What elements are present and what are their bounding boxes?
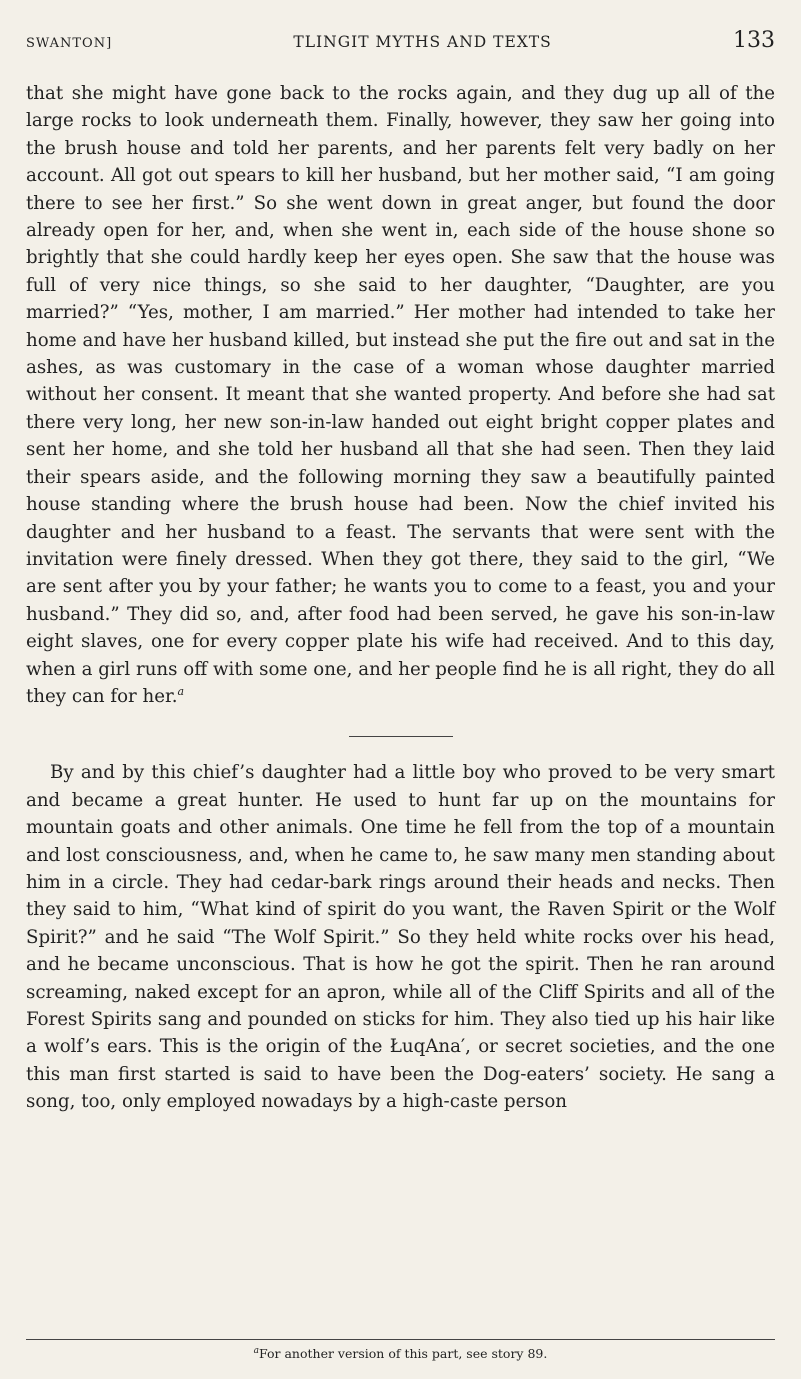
footnote-reference: a [177,684,185,698]
page-number: 133 [733,28,775,53]
footnote-text: For another version of this part, see story 89. [259,1346,548,1362]
running-head [26,28,775,68]
paragraph-text: that she might have gone back to the rocks again, and they dug up all of the large rocks to look underneath them. Finally, however, they saw her going into the brush house and told her parents, and her parents felt very badly on her account. All got out spears to kill her husband, but her mother said, “I am going there to see her first.” So she went down in great anger, but found the door already open for her, and, when she went in, each side of the house shone so brightly that she could hardly keep her eyes open. She saw that the house was full of very nice things, so she said to her daughter, “Daughter, are you married?” “Yes, mother, I am married.” Her mother had intended to take her home and have her husband killed, but instead she put the fire out and sat in the ashes, as was customary in the case of a woman whose daughter married without her consent. It meant that she wanted property. And before she had sat there very long, her new son-in-law handed out eight bright copper plates and sent her home, and she told her husband all that she had seen. Then they laid their spears aside, and the following morning they saw a beautifully painted house standing where the brush house had been. Now the chief invited his daughter and her husband to a feast. The servants that were sent with the invitation were finely dressed. When they got there, they said to the girl, “We are sent after you by your father; he wants you to come to a feast, you and your husband.” They did so, and, after food had been served, he gave his son-in-law eight slaves, one for every copper plate his wife had received. And to this day, when a girl runs off with some one, and her people find he is all right, they do all they can for her. [26,83,775,707]
running-head-title: TLINGIT MYTHS AND TEXTS [293,33,552,51]
section-divider [349,736,453,737]
paragraph-text: By and by this chief’s daughter had a little boy who proved to be very smart and became a great hunter. He used to hunt far up on the mountains for mountain goats and other animals. One time he fell from the top of a mountain and lost consciousness, and, when he came to, he saw many men standing about him in a circle. They had cedar-bark rings around their heads and necks. Then they said to him, “What kind of spirit do you want, the Raven Spirit or the Wolf Spirit?” and he said “The Wolf Spirit.” So they held white rocks over his head, and he became unconscious. That is how he got the spirit. Then he ran around screaming, naked except for an apron, while all of the Cliff Spirits and all of the Forest Spirits sang and pounded on sticks for him. They also tied up his hair like a wolf’s ears. This is the origin of the ŁuqAna′, or secret societies, and the one this man first started is said to have been the Dog-eaters’ society. He sang a song, too, only employed nowadays by a high-caste person [26,762,775,1113]
paragraph-new-section [26,759,775,1115]
footnote [26,1346,775,1361]
footnote-rule [26,1339,775,1340]
running-head-author: SWANTON] [26,36,113,51]
paragraph-continued [26,80,775,710]
footnote-marker: a [253,1346,260,1356]
